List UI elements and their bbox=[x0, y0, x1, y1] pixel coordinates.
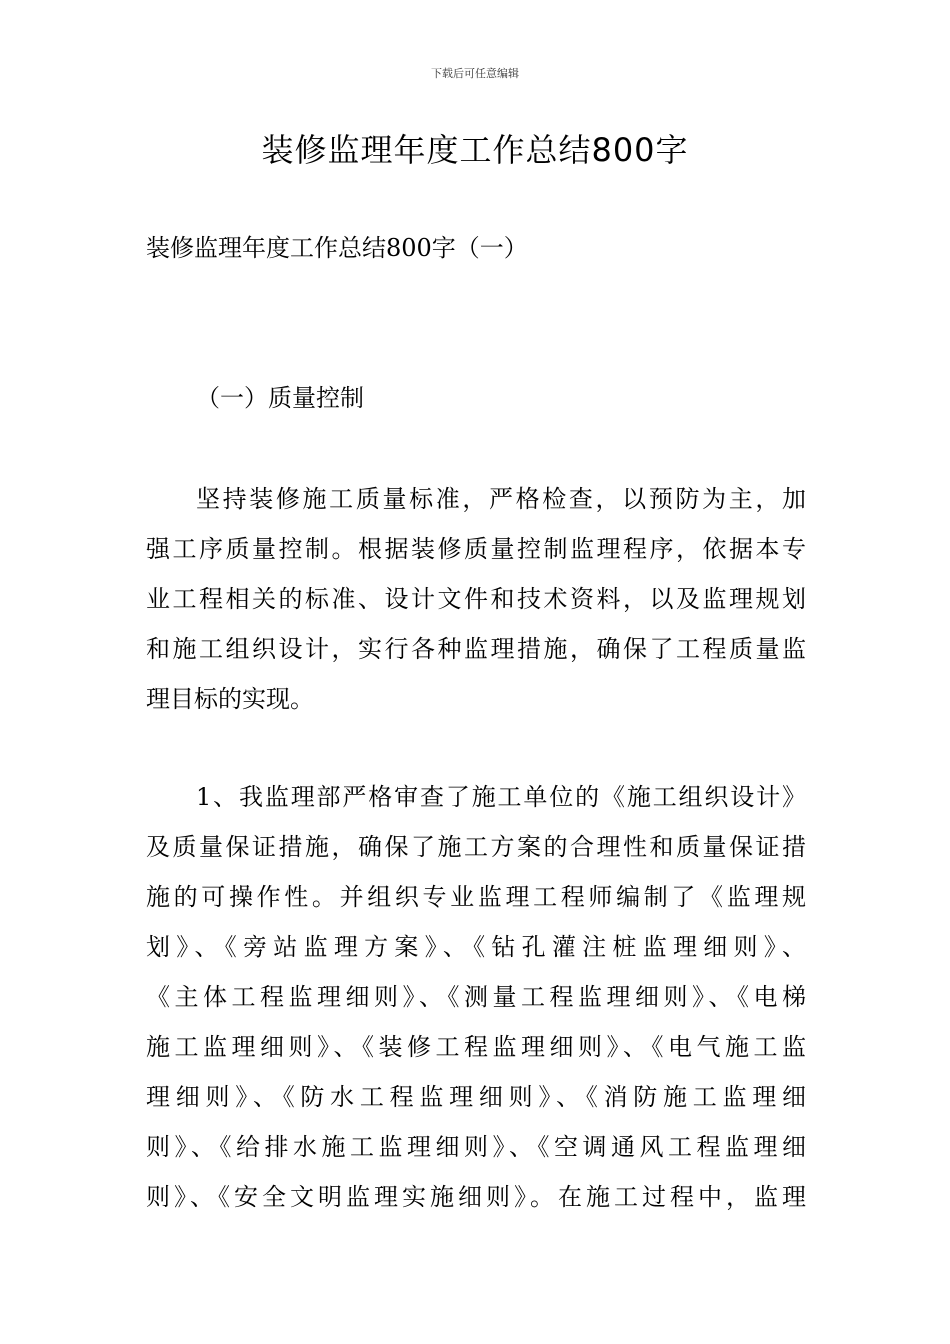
paragraph-line: 施工监理细则》、《装修工程监理细则》、《电气施工监 bbox=[146, 1033, 806, 1061]
paragraph-line: 划》、《旁站监理方案》、《钻孔灌注桩监理细则》、 bbox=[146, 933, 806, 961]
paragraph-line: 和施工组织设计，实行各种监理措施，确保了工程质量监 bbox=[146, 635, 806, 663]
paragraph-line: 及质量保证措施，确保了施工方案的合理性和质量保证措 bbox=[146, 833, 806, 861]
paragraph-line: 理目标的实现。 bbox=[146, 685, 314, 713]
paragraph-construction-review bbox=[146, 772, 806, 1222]
paragraph-line: 则》、《给排水施工监理细则》、《空调通风工程监理细 bbox=[146, 1133, 806, 1161]
paragraph-line: 理细则》、《防水工程监理细则》、《消防施工监理细 bbox=[146, 1083, 806, 1111]
document-subtitle: 装修监理年度工作总结800字（一） bbox=[146, 234, 528, 262]
section-heading-quality-control: （一）质量控制 bbox=[196, 384, 364, 412]
paragraph-line: 坚持装修施工质量标准，严格检查，以预防为主，加 bbox=[196, 485, 806, 513]
paragraph-line: 《主体工程监理细则》、《测量工程监理细则》、《电梯 bbox=[146, 983, 806, 1011]
paragraph-line: 1、我监理部严格审查了施工单位的《施工组织设计》 bbox=[196, 783, 806, 811]
paragraph-line: 业工程相关的标准、设计文件和技术资料，以及监理规划 bbox=[146, 585, 806, 613]
paragraph-line: 施的可操作性。并组织专业监理工程师编制了《监理规 bbox=[146, 883, 806, 911]
document-title: 装修监理年度工作总结800字 bbox=[261, 131, 689, 169]
paragraph-line: 强工序质量控制。根据装修质量控制监理程序，依据本专 bbox=[146, 535, 806, 563]
header-note: 下载后可任意编辑 bbox=[431, 67, 519, 80]
paragraph-line: 则》、《安全文明监理实施细则》。在施工过程中，监理 bbox=[146, 1183, 806, 1211]
paragraph-quality-standards bbox=[146, 474, 806, 724]
